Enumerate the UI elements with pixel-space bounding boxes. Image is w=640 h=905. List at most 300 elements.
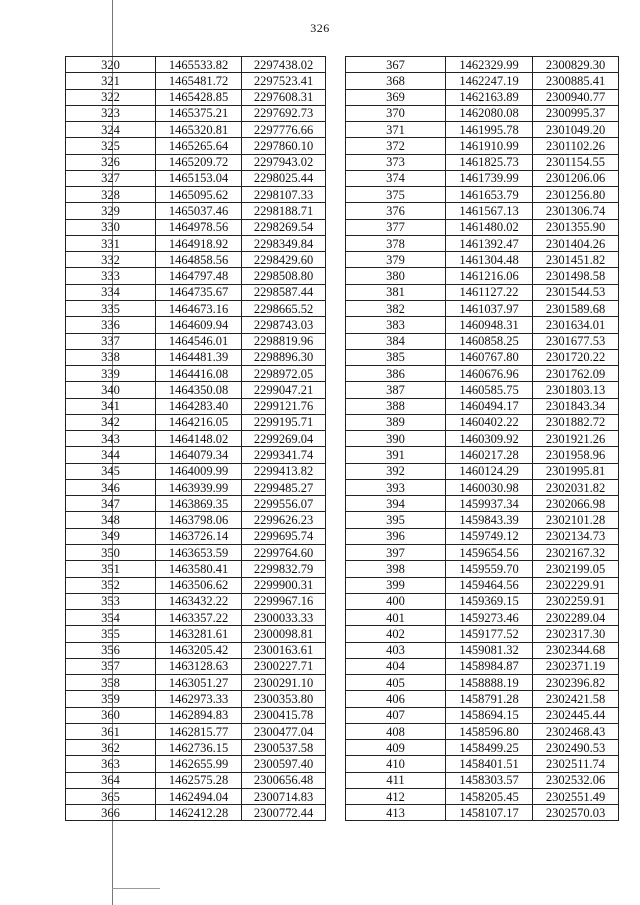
table-row (346, 89, 619, 105)
x-coordinate-cell: 1463869.35 (156, 496, 242, 512)
point-number-cell: 362 (66, 740, 156, 756)
table-row (346, 73, 619, 89)
x-coordinate-cell: 1458303.57 (446, 772, 533, 788)
table-row (346, 235, 619, 251)
point-number-cell: 382 (346, 300, 446, 316)
y-coordinate-cell: 2299967.16 (242, 593, 326, 609)
point-number-cell: 337 (66, 333, 156, 349)
table-row (66, 105, 326, 121)
y-coordinate-cell: 2299121.76 (242, 398, 326, 414)
x-coordinate-cell: 1458107.17 (446, 805, 533, 821)
point-number-cell: 377 (346, 219, 446, 235)
x-coordinate-cell: 1459177.52 (446, 626, 533, 642)
table-row (66, 593, 326, 609)
table-row (66, 675, 326, 691)
x-coordinate-cell: 1459369.15 (446, 593, 533, 609)
y-coordinate-cell: 2297438.02 (242, 57, 326, 73)
point-number-cell: 355 (66, 626, 156, 642)
x-coordinate-cell: 1465533.82 (156, 57, 242, 73)
table-row (66, 268, 326, 284)
x-coordinate-cell: 1460585.75 (446, 382, 533, 398)
y-coordinate-cell: 2302167.32 (533, 544, 619, 560)
x-coordinate-cell: 1461825.73 (446, 154, 533, 170)
point-number-cell: 361 (66, 723, 156, 739)
x-coordinate-cell: 1463798.06 (156, 512, 242, 528)
table-row (66, 122, 326, 138)
y-coordinate-cell: 2302134.73 (533, 528, 619, 544)
x-coordinate-cell: 1463653.59 (156, 544, 242, 560)
y-coordinate-cell: 2300537.58 (242, 740, 326, 756)
y-coordinate-cell: 2302511.74 (533, 756, 619, 772)
point-number-cell: 408 (346, 723, 446, 739)
y-coordinate-cell: 2298188.71 (242, 203, 326, 219)
table-row (66, 772, 326, 788)
point-number-cell: 398 (346, 561, 446, 577)
point-number-cell: 373 (346, 154, 446, 170)
point-number-cell: 392 (346, 463, 446, 479)
table-row (66, 805, 326, 821)
table-row (346, 626, 619, 642)
x-coordinate-cell: 1459273.46 (446, 610, 533, 626)
table-row (66, 496, 326, 512)
table-row (66, 333, 326, 349)
x-coordinate-cell: 1462247.19 (446, 73, 533, 89)
table-row (66, 707, 326, 723)
y-coordinate-cell: 2302199.05 (533, 561, 619, 577)
y-coordinate-cell: 2298587.44 (242, 284, 326, 300)
x-coordinate-cell: 1463580.41 (156, 561, 242, 577)
point-number-cell: 364 (66, 772, 156, 788)
y-coordinate-cell: 2298665.52 (242, 300, 326, 316)
point-number-cell: 365 (66, 788, 156, 804)
point-number-cell: 381 (346, 284, 446, 300)
point-number-cell: 354 (66, 610, 156, 626)
y-coordinate-cell: 2301049.20 (533, 122, 619, 138)
point-number-cell: 413 (346, 805, 446, 821)
coordinates-table-left-body (66, 57, 326, 821)
y-coordinate-cell: 2302396.82 (533, 675, 619, 691)
x-coordinate-cell: 1461480.02 (446, 219, 533, 235)
table-row (66, 187, 326, 203)
y-coordinate-cell: 2302532.06 (533, 772, 619, 788)
point-number-cell: 325 (66, 138, 156, 154)
point-number-cell: 331 (66, 235, 156, 251)
table-row (346, 707, 619, 723)
x-coordinate-cell: 1461739.99 (446, 170, 533, 186)
point-number-cell: 380 (346, 268, 446, 284)
table-row (346, 252, 619, 268)
x-coordinate-cell: 1463939.99 (156, 479, 242, 495)
table-row (346, 170, 619, 186)
table-row (66, 479, 326, 495)
table-row (66, 73, 326, 89)
point-number-cell: 327 (66, 170, 156, 186)
table-row (346, 544, 619, 560)
table-row (66, 658, 326, 674)
point-number-cell: 404 (346, 658, 446, 674)
x-coordinate-cell: 1465428.85 (156, 89, 242, 105)
y-coordinate-cell: 2299832.79 (242, 561, 326, 577)
x-coordinate-cell: 1461567.13 (446, 203, 533, 219)
point-number-cell: 368 (346, 73, 446, 89)
y-coordinate-cell: 2302371.19 (533, 658, 619, 674)
y-coordinate-cell: 2301589.68 (533, 300, 619, 316)
point-number-cell: 353 (66, 593, 156, 609)
point-number-cell: 401 (346, 610, 446, 626)
y-coordinate-cell: 2298819.96 (242, 333, 326, 349)
x-coordinate-cell: 1464673.16 (156, 300, 242, 316)
table-row (346, 561, 619, 577)
table-row (346, 772, 619, 788)
point-number-cell: 346 (66, 479, 156, 495)
y-coordinate-cell: 2300597.40 (242, 756, 326, 772)
y-coordinate-cell: 2299195.71 (242, 414, 326, 430)
x-coordinate-cell: 1461216.06 (446, 268, 533, 284)
x-coordinate-cell: 1461304.48 (446, 252, 533, 268)
y-coordinate-cell: 2302570.03 (533, 805, 619, 821)
point-number-cell: 326 (66, 154, 156, 170)
table-row (346, 479, 619, 495)
table-row (346, 414, 619, 430)
y-coordinate-cell: 2299556.07 (242, 496, 326, 512)
y-coordinate-cell: 2301843.34 (533, 398, 619, 414)
y-coordinate-cell: 2298107.33 (242, 187, 326, 203)
y-coordinate-cell: 2300714.83 (242, 788, 326, 804)
point-number-cell: 328 (66, 187, 156, 203)
point-number-cell: 378 (346, 235, 446, 251)
x-coordinate-cell: 1465153.04 (156, 170, 242, 186)
table-row (66, 756, 326, 772)
table-row (66, 463, 326, 479)
y-coordinate-cell: 2300098.81 (242, 626, 326, 642)
point-number-cell: 390 (346, 431, 446, 447)
table-row (66, 561, 326, 577)
y-coordinate-cell: 2302490.53 (533, 740, 619, 756)
table-row (346, 333, 619, 349)
x-coordinate-cell: 1464797.48 (156, 268, 242, 284)
point-number-cell: 394 (346, 496, 446, 512)
y-coordinate-cell: 2299695.74 (242, 528, 326, 544)
x-coordinate-cell: 1464735.67 (156, 284, 242, 300)
x-coordinate-cell: 1461910.99 (446, 138, 533, 154)
x-coordinate-cell: 1464216.05 (156, 414, 242, 430)
y-coordinate-cell: 2300885.41 (533, 73, 619, 89)
point-number-cell: 397 (346, 544, 446, 560)
point-number-cell: 376 (346, 203, 446, 219)
point-number-cell: 324 (66, 122, 156, 138)
point-number-cell: 363 (66, 756, 156, 772)
point-number-cell: 360 (66, 707, 156, 723)
table-row (346, 463, 619, 479)
table-row (66, 431, 326, 447)
y-coordinate-cell: 2302229.91 (533, 577, 619, 593)
table-row (66, 235, 326, 251)
x-coordinate-cell: 1461653.79 (446, 187, 533, 203)
y-coordinate-cell: 2298896.30 (242, 349, 326, 365)
point-number-cell: 323 (66, 105, 156, 121)
x-coordinate-cell: 1462575.28 (156, 772, 242, 788)
table-row (346, 723, 619, 739)
y-coordinate-cell: 2299341.74 (242, 447, 326, 463)
table-row (66, 528, 326, 544)
x-coordinate-cell: 1463357.22 (156, 610, 242, 626)
y-coordinate-cell: 2298743.03 (242, 317, 326, 333)
table-row (66, 398, 326, 414)
table-row (346, 105, 619, 121)
y-coordinate-cell: 2300227.71 (242, 658, 326, 674)
y-coordinate-cell: 2299626.23 (242, 512, 326, 528)
x-coordinate-cell: 1460030.98 (446, 479, 533, 495)
x-coordinate-cell: 1464350.08 (156, 382, 242, 398)
point-number-cell: 370 (346, 105, 446, 121)
x-coordinate-cell: 1463432.22 (156, 593, 242, 609)
x-coordinate-cell: 1460309.92 (446, 431, 533, 447)
x-coordinate-cell: 1463726.14 (156, 528, 242, 544)
point-number-cell: 367 (346, 57, 446, 73)
table-row (346, 138, 619, 154)
y-coordinate-cell: 2298972.05 (242, 366, 326, 382)
table-row (346, 431, 619, 447)
y-coordinate-cell: 2302031.82 (533, 479, 619, 495)
x-coordinate-cell: 1464481.39 (156, 349, 242, 365)
table-row (66, 577, 326, 593)
y-coordinate-cell: 2302289.04 (533, 610, 619, 626)
page-number: 326 (310, 21, 330, 35)
x-coordinate-cell: 1462163.89 (446, 89, 533, 105)
y-coordinate-cell: 2300829.30 (533, 57, 619, 73)
y-coordinate-cell: 2298025.44 (242, 170, 326, 186)
x-coordinate-cell: 1462894.83 (156, 707, 242, 723)
table-row (66, 300, 326, 316)
y-coordinate-cell: 2302468.43 (533, 723, 619, 739)
point-number-cell: 405 (346, 675, 446, 691)
coordinates-table-right (345, 56, 619, 821)
y-coordinate-cell: 2299764.60 (242, 544, 326, 560)
y-coordinate-cell: 2300291.10 (242, 675, 326, 691)
x-coordinate-cell: 1464546.01 (156, 333, 242, 349)
point-number-cell: 351 (66, 561, 156, 577)
table-row (66, 512, 326, 528)
table-row (66, 57, 326, 73)
x-coordinate-cell: 1465375.21 (156, 105, 242, 121)
point-number-cell: 374 (346, 170, 446, 186)
table-row (346, 447, 619, 463)
point-number-cell: 369 (346, 89, 446, 105)
table-row (346, 805, 619, 821)
y-coordinate-cell: 2302259.91 (533, 593, 619, 609)
y-coordinate-cell: 2301451.82 (533, 252, 619, 268)
point-number-cell: 342 (66, 414, 156, 430)
point-number-cell: 340 (66, 382, 156, 398)
y-coordinate-cell: 2301882.72 (533, 414, 619, 430)
y-coordinate-cell: 2301720.22 (533, 349, 619, 365)
x-coordinate-cell: 1463051.27 (156, 675, 242, 691)
table-row (346, 317, 619, 333)
x-coordinate-cell: 1465481.72 (156, 73, 242, 89)
x-coordinate-cell: 1459559.70 (446, 561, 533, 577)
point-number-cell: 335 (66, 300, 156, 316)
point-number-cell: 336 (66, 317, 156, 333)
point-number-cell: 409 (346, 740, 446, 756)
table-row (346, 642, 619, 658)
table-row (66, 788, 326, 804)
table-row (66, 89, 326, 105)
point-number-cell: 403 (346, 642, 446, 658)
y-coordinate-cell: 2302445.44 (533, 707, 619, 723)
point-number-cell: 358 (66, 675, 156, 691)
x-coordinate-cell: 1460767.80 (446, 349, 533, 365)
point-number-cell: 389 (346, 414, 446, 430)
y-coordinate-cell: 2300033.33 (242, 610, 326, 626)
table-row (66, 544, 326, 560)
table-row (66, 740, 326, 756)
x-coordinate-cell: 1459654.56 (446, 544, 533, 560)
coordinates-table-right-body (346, 57, 619, 821)
point-number-cell: 334 (66, 284, 156, 300)
y-coordinate-cell: 2301154.55 (533, 154, 619, 170)
y-coordinate-cell: 2300477.04 (242, 723, 326, 739)
x-coordinate-cell: 1462815.77 (156, 723, 242, 739)
x-coordinate-cell: 1458888.19 (446, 675, 533, 691)
y-coordinate-cell: 2301634.01 (533, 317, 619, 333)
x-coordinate-cell: 1464416.08 (156, 366, 242, 382)
x-coordinate-cell: 1462412.28 (156, 805, 242, 821)
y-coordinate-cell: 2301995.81 (533, 463, 619, 479)
table-row (346, 268, 619, 284)
x-coordinate-cell: 1463281.61 (156, 626, 242, 642)
point-number-cell: 411 (346, 772, 446, 788)
point-number-cell: 400 (346, 593, 446, 609)
x-coordinate-cell: 1458791.28 (446, 691, 533, 707)
y-coordinate-cell: 2297776.66 (242, 122, 326, 138)
y-coordinate-cell: 2299485.27 (242, 479, 326, 495)
x-coordinate-cell: 1458694.15 (446, 707, 533, 723)
x-coordinate-cell: 1465095.62 (156, 187, 242, 203)
x-coordinate-cell: 1461127.22 (446, 284, 533, 300)
x-coordinate-cell: 1463506.62 (156, 577, 242, 593)
x-coordinate-cell: 1464009.99 (156, 463, 242, 479)
x-coordinate-cell: 1460217.28 (446, 447, 533, 463)
y-coordinate-cell: 2301498.58 (533, 268, 619, 284)
y-coordinate-cell: 2300163.61 (242, 642, 326, 658)
table-row (346, 496, 619, 512)
point-number-cell: 406 (346, 691, 446, 707)
y-coordinate-cell: 2302421.58 (533, 691, 619, 707)
table-row (346, 154, 619, 170)
x-coordinate-cell: 1464079.34 (156, 447, 242, 463)
x-coordinate-cell: 1464283.40 (156, 398, 242, 414)
y-coordinate-cell: 2301762.09 (533, 366, 619, 382)
table-row (346, 300, 619, 316)
x-coordinate-cell: 1462329.99 (446, 57, 533, 73)
x-coordinate-cell: 1464609.94 (156, 317, 242, 333)
table-row (66, 252, 326, 268)
x-coordinate-cell: 1458205.45 (446, 788, 533, 804)
point-number-cell: 393 (346, 479, 446, 495)
table-row (346, 398, 619, 414)
y-coordinate-cell: 2298508.80 (242, 268, 326, 284)
x-coordinate-cell: 1459843.39 (446, 512, 533, 528)
y-coordinate-cell: 2301206.06 (533, 170, 619, 186)
x-coordinate-cell: 1459937.34 (446, 496, 533, 512)
table-row (66, 154, 326, 170)
y-coordinate-cell: 2298269.54 (242, 219, 326, 235)
point-number-cell: 333 (66, 268, 156, 284)
x-coordinate-cell: 1460948.31 (446, 317, 533, 333)
y-coordinate-cell: 2300940.77 (533, 89, 619, 105)
point-number-cell: 371 (346, 122, 446, 138)
point-number-cell: 386 (346, 366, 446, 382)
y-coordinate-cell: 2300995.37 (533, 105, 619, 121)
x-coordinate-cell: 1460676.96 (446, 366, 533, 382)
x-coordinate-cell: 1458984.87 (446, 658, 533, 674)
point-number-cell: 347 (66, 496, 156, 512)
point-number-cell: 384 (346, 333, 446, 349)
point-number-cell: 359 (66, 691, 156, 707)
table-row (346, 57, 619, 73)
y-coordinate-cell: 2297860.10 (242, 138, 326, 154)
point-number-cell: 391 (346, 447, 446, 463)
table-row (66, 349, 326, 365)
table-row (66, 642, 326, 658)
point-number-cell: 330 (66, 219, 156, 235)
x-coordinate-cell: 1465037.46 (156, 203, 242, 219)
y-coordinate-cell: 2297608.31 (242, 89, 326, 105)
point-number-cell: 356 (66, 642, 156, 658)
point-number-cell: 366 (66, 805, 156, 821)
x-coordinate-cell: 1465320.81 (156, 122, 242, 138)
x-coordinate-cell: 1462494.04 (156, 788, 242, 804)
point-number-cell: 352 (66, 577, 156, 593)
y-coordinate-cell: 2301958.96 (533, 447, 619, 463)
table-row (66, 610, 326, 626)
point-number-cell: 399 (346, 577, 446, 593)
table-row (66, 626, 326, 642)
y-coordinate-cell: 2298429.60 (242, 252, 326, 268)
point-number-cell: 350 (66, 544, 156, 560)
point-number-cell: 338 (66, 349, 156, 365)
table-row (346, 740, 619, 756)
x-coordinate-cell: 1460858.25 (446, 333, 533, 349)
point-number-cell: 412 (346, 788, 446, 804)
y-coordinate-cell: 2301677.53 (533, 333, 619, 349)
point-number-cell: 402 (346, 626, 446, 642)
table-row (346, 203, 619, 219)
y-coordinate-cell: 2299900.31 (242, 577, 326, 593)
point-number-cell: 322 (66, 89, 156, 105)
x-coordinate-cell: 1459081.32 (446, 642, 533, 658)
x-coordinate-cell: 1459464.56 (446, 577, 533, 593)
x-coordinate-cell: 1461392.47 (446, 235, 533, 251)
point-number-cell: 372 (346, 138, 446, 154)
point-number-cell: 379 (346, 252, 446, 268)
y-coordinate-cell: 2299047.21 (242, 382, 326, 398)
coordinates-table-left (65, 56, 326, 821)
x-coordinate-cell: 1462736.15 (156, 740, 242, 756)
y-coordinate-cell: 2300656.48 (242, 772, 326, 788)
table-row (66, 723, 326, 739)
y-coordinate-cell: 2300415.78 (242, 707, 326, 723)
point-number-cell: 345 (66, 463, 156, 479)
point-number-cell: 320 (66, 57, 156, 73)
y-coordinate-cell: 2300353.80 (242, 691, 326, 707)
table-row (66, 219, 326, 235)
point-number-cell: 387 (346, 382, 446, 398)
table-row (346, 528, 619, 544)
x-coordinate-cell: 1458596.80 (446, 723, 533, 739)
table-row (346, 593, 619, 609)
x-coordinate-cell: 1459749.12 (446, 528, 533, 544)
